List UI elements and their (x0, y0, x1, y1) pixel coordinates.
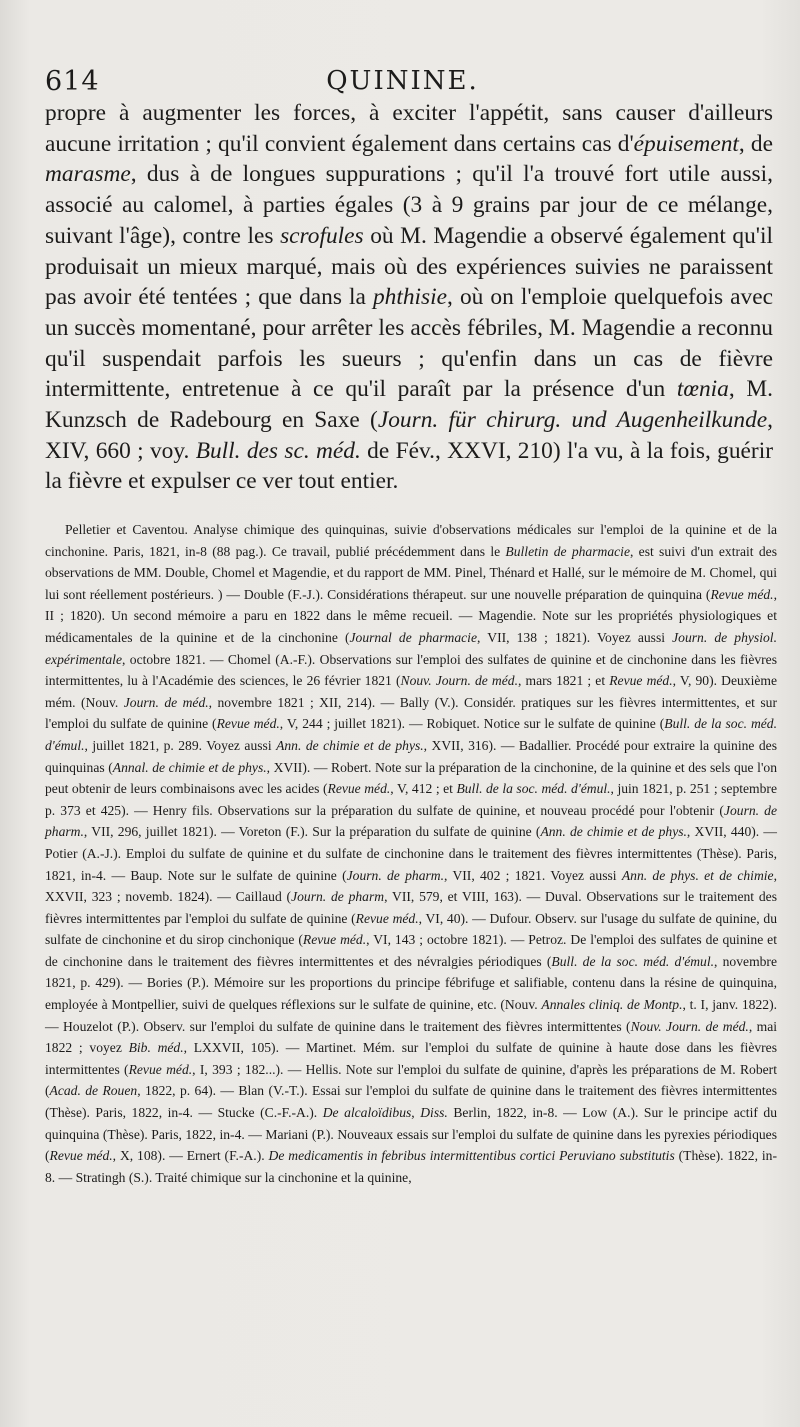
text-run: , VII, 402 ; 1821. Voyez aussi (444, 867, 622, 883)
italic-text-run: Journ. de pharm. (346, 867, 445, 883)
italic-text-run: Bib. méd. (128, 1040, 184, 1056)
text-run: Pelletier et Caventou. Analyse chimique des quinquinas, suivie d'observations médicales sur l'emploi de la quinine et de la cinchonine. Paris, 1821, in-8 (88 pag.). Ce travail, publié précédemment dans le (45, 522, 777, 559)
italic-text-run: Acad. de Rouen (49, 1083, 138, 1099)
italic-text-run: Revue méd. (327, 781, 391, 797)
text-run: Berlin, 1822, in-8. — Low (A.). Sur le principe actif du quinquina (Thèse). Paris, 1822, in-4. — Mariani (P.). Nouveaux essais sur l'emploi du sulfate de quinine dans les pyrexies périodiques ( (45, 1105, 777, 1164)
italic-text-run: Ann. de chimie et de phys. (276, 737, 424, 753)
italic-text-run: Revue méd. (128, 1061, 193, 1077)
italic-text-run: Ann. de chimie et de phys. (540, 824, 687, 840)
text-run: , II ; 1820). Un second mémoire a paru en 1822 dans le même recueil. — Magendie. Note sur les propriétés physiologiques et médicamentales de la quinine et de la cinchonine ( (45, 586, 777, 645)
italic-text-run: Nouv. Journ. de méd. (630, 1018, 749, 1034)
text-run: , (411, 1105, 421, 1121)
text-run: , novembre 1821, p. 429). — Bories (P.). Mémoire sur les proportions du principe fébrifuge et salifiable, contenu dans la résine de quinquina, employée à Montpellier, suivi de quelques réflexions sur le sulfate de quinine, etc. (Nouv. (45, 953, 777, 1013)
text-run: , V, 90). Deuxième mém. (Nouv. (45, 673, 777, 710)
text-run: , dus à de longues suppurations ; qu'il l'a trouvé fort utile aussi, associé au calomel, à parties égales (3 à 9 grains par jour de ce mélange, suivant l'âge), contre les (45, 161, 773, 249)
italic-text-run: Revue méd. (302, 932, 367, 948)
italic-text-run: Ann. de phys. et de chimie (621, 867, 774, 883)
italic-text-run: marasme (45, 161, 131, 188)
italic-text-run: Revue méd. (216, 716, 280, 732)
italic-text-run: Revue méd. (609, 673, 673, 689)
italic-text-run: Bulletin de pharmacie (505, 543, 630, 559)
text-run: , octobre 1821. — Chomel (A.-F.). Observations sur l'emploi des sulfates de quinine et de cinchonine dans les fièvres intermittentes, lu à l'Académie des sciences, le 26 février 1821 ( (45, 651, 777, 689)
running-title: QUININE. (326, 66, 479, 96)
italic-text-run: Journ. de pharm (291, 889, 385, 905)
italic-text-run: Bull. de la soc. méd. d'émul. (45, 716, 778, 753)
italic-text-run: Journ. de physiol. expérimentale (45, 629, 777, 667)
italic-text-run: Annal. de chimie et de phys. (112, 759, 267, 775)
italic-text-run: Annales cliniq. de Montp. (541, 997, 683, 1013)
text-run: , juillet 1821, p. 289. Voyez aussi (84, 737, 277, 753)
text-run: où M. Magendie a observé également qu'il produisait un mieux marqué, mais où des expériences suivies ne paraissent pas avoir été tentées ; que dans la (45, 222, 773, 311)
italic-text-run: Revue méd. (355, 910, 419, 926)
italic-text-run: Bull. de la soc. méd. d'émul. (456, 781, 611, 797)
italic-text-run: Revue méd. (710, 586, 774, 602)
italic-text-run: scrofules (280, 222, 364, 249)
main-paragraph (45, 98, 773, 497)
text-run: , XXVII, 323 ; novemb. 1824). — Caillaud ( (45, 867, 777, 905)
text-run: , X, 108). — Ernert (F.-A.). (112, 1148, 269, 1164)
text-run: , est suivi d'un extrait des observations de MM. Double, Chomel et Magendie, et du rapport de MM. Pinel, Thénard et Hallé, sur le mémoire de M. Chomel, qui lui sont réellement postérieurs. ) — Double (F.-J.). Considérations thérapeut. sur une nouvelle préparation de quinquina ( (45, 543, 777, 602)
text-run: propre à augmenter les forces, à exciter l'appétit, sans causer d'ailleurs aucune irritation ; qu'il convient également dans certains cas d' (45, 100, 773, 157)
italic-text-run: Revue méd. (49, 1148, 113, 1164)
italic-text-run: Journal de pharmacie (349, 629, 477, 645)
text-run: , mai 1822 ; voyez (45, 1018, 777, 1056)
text-run: , V, 244 ; juillet 1821). — Robiquet. Notice sur le sulfate de quinine ( (279, 716, 665, 732)
italic-text-run: De medicamentis in febribus intermittentibus cortici Peruviano substitutis (268, 1148, 675, 1164)
footnote-text (45, 519, 777, 1188)
text-run: , t. I, janv. 1822). — Houzelot (P.). Observ. sur l'emploi du sulfate de quinine dans le traitement des fièvres intermittentes ( (45, 997, 777, 1034)
text-run: , où on l'emploie quelquefois avec un succès momentané, pour arrêter les accès fébriles, M. Magendie a reconnu qu'il suspendait parfois les sueurs ; qu'enfin dans un cas de fièvre intermittente, entretenue à ce qu'il paraît par la présence d'un (45, 284, 773, 403)
text-run: , M. Kunzsch de Radebourg en Saxe ( (45, 376, 773, 434)
text-run: , I, 393 ; 182...). — Hellis. Note sur l'emploi du sulfate de quinine, d'après les préparations de M. Robert ( (45, 1061, 777, 1099)
italic-text-run: Journ. de méd. (123, 694, 209, 710)
italic-text-run: Journ. für chirurg. und Augenheilkunde (377, 407, 768, 434)
text-run: , LXXVII, 105). — Martinet. Mém. sur l'emploi du sulfate de quinine à haute dose dans les fièvres intermittentes ( (45, 1040, 777, 1077)
italic-text-run: Bull. de la soc. méd. d'émul. (551, 953, 715, 969)
bibliography-footnote (45, 519, 777, 1188)
italic-text-run: Journ. de pharm. (45, 802, 778, 840)
text-run: , de (738, 130, 773, 157)
italic-text-run: Diss. (420, 1105, 448, 1121)
text-run: , VII, 296, juillet 1821). — Voreton (F.). Sur la préparation du sulfate de quinine ( (83, 824, 541, 840)
italic-text-run: Nouv. Journ. de méd. (400, 673, 518, 689)
text-run: , mars 1821 ; et (517, 673, 610, 689)
text-run: , V, 412 ; et (390, 781, 457, 797)
italic-text-run: épuisement (633, 130, 739, 157)
italic-text-run: tœnia (676, 376, 729, 403)
text-run: (Thèse). 1822, in-8. — Stratingh (S.). Traité chimique sur la cinchonine et la quinine, (45, 1148, 777, 1185)
text-run: , VII, 138 ; 1821). Voyez aussi (476, 629, 673, 645)
italic-text-run: Bull. des sc. méd. (195, 437, 361, 464)
text-run: , VI, 143 ; octobre 1821). — Petroz. De l'emploi des sulfates de quinine et de cinchonine dans le traitement des fièvres intermittentes et des névralgies périodiques ( (45, 932, 777, 969)
text-run: , VI, 40). — Dufour. Observ. sur l'usage du sulfate de quinine, du sulfate de cinchonine et du sirop cinchonique ( (45, 910, 777, 948)
main-paragraph-text (45, 98, 773, 497)
text-run: , VII, 579, et VIII, 163). — Duval. Observations sur le traitement des fièvres intermittentes par l'emploi du sulfate de quinine ( (45, 889, 777, 926)
text-run: , XVII). — Robert. Note sur la préparation de la cinchonine, de la quinine et des sels que l'on peut obtenir de leurs combinaisons avec les acides ( (45, 759, 777, 797)
page-number: 614 (45, 66, 100, 97)
text-run: , XVII, 440). — Potier (A.-J.). Emploi du sulfate de quinine et du sulfate de cinchonine dans le traitement des fièvres intermittentes (Thèse). Paris, 1821, in-4. — Baup. Note sur le sulfate de quinine ( (45, 824, 778, 883)
text-run: de Fév., XXVI, 210) l'a vu, à la fois, guérir la fièvre et expulser ce ver tout entier. (45, 437, 773, 495)
text-run: , 1822, p. 64). — Blan (V.-T.). Essai sur l'emploi du sulfate de quinine dans le traitement des fièvres intermittentes (Thèse). Paris, 1822, in-4. — Stucke (C.-F.-A.). (45, 1083, 777, 1121)
italic-text-run: phthisie (372, 284, 448, 311)
italic-text-run: De alcaloïdibus (322, 1105, 412, 1121)
text-run: , juin 1821, p. 251 ; septembre p. 373 et 425). — Henry fils. Observations sur la préparation du sulfate de quinine, et nouveau procédé pour l'obtenir ( (45, 781, 777, 818)
text-run: , XIV, 660 ; voy. (45, 407, 774, 464)
text-run: , novembre 1821 ; XII, 214). — Bally (V.). Considér. pratiques sur les fièvres intermittentes, et sur l'emploi du sulfate de quinine ( (45, 694, 777, 732)
text-run: , XVII, 316). — Badallier. Procédé pour extraire la quinine des quinquinas ( (45, 737, 777, 775)
